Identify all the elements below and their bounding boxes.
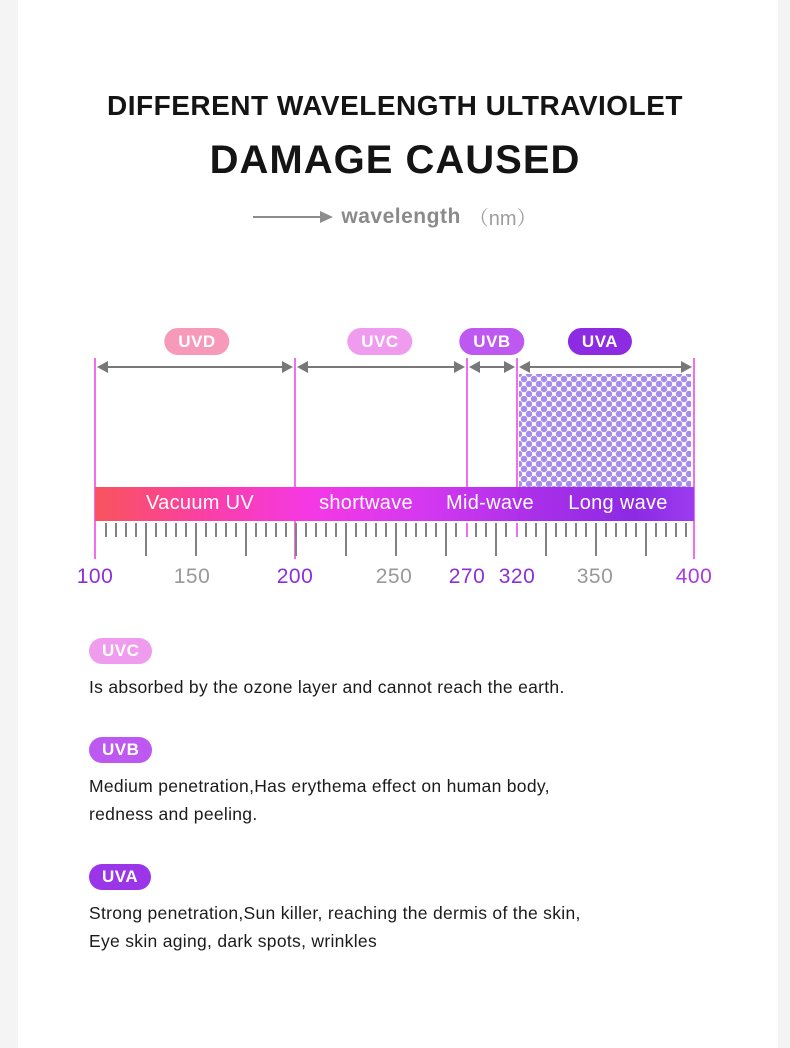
ruler-tick [245, 523, 247, 556]
ruler-tick [625, 523, 627, 537]
ruler-tick [455, 523, 457, 537]
ruler-tick [485, 523, 487, 537]
info-text-uva-line-2: Eye skin aging, dark spots, wrinkles [89, 931, 378, 951]
info-section-uvb [89, 737, 709, 828]
band-badge-uvc: UVC [347, 328, 412, 355]
ruler-tick [675, 523, 677, 537]
ruler-tick [345, 523, 347, 556]
info-section-uvc [89, 638, 709, 701]
ruler-tick [555, 523, 557, 537]
ruler-tick [615, 523, 617, 537]
ruler-tick [235, 523, 237, 537]
tick-label-250: 250 [375, 565, 413, 588]
ruler-tick [435, 523, 437, 537]
ruler-tick [645, 523, 647, 556]
ruler-tick [205, 523, 207, 537]
tick-label-200: 200 [276, 565, 314, 588]
ruler-tick [215, 523, 217, 537]
ruler-tick [475, 523, 477, 537]
tick-label-350: 350 [576, 565, 614, 588]
ruler-tick-magenta [466, 523, 468, 537]
ruler-tick [225, 523, 227, 537]
info-badge-uva: UVA [89, 864, 151, 890]
ruler-tick [575, 523, 577, 537]
tick-label-270: 270 [448, 565, 486, 588]
ruler-tick [355, 523, 357, 537]
segment-label-shortwave: shortwave [319, 492, 413, 514]
ruler-tick [605, 523, 607, 537]
ruler-tick [175, 523, 177, 537]
ruler-tick [195, 523, 197, 556]
ruler-tick [365, 523, 367, 537]
ruler-tick-magenta [516, 523, 518, 537]
ruler-tick [285, 523, 287, 537]
band-badge-uvd: UVD [164, 328, 229, 355]
ruler-tick [165, 523, 167, 537]
ruler-tick [595, 523, 597, 556]
ruler-tick [445, 523, 447, 556]
ruler-tick [375, 523, 377, 537]
page-title-line-2: DAMAGE CAUSED [209, 138, 581, 182]
wavelength-unit: （nm） [468, 208, 537, 230]
ruler-tick [655, 523, 657, 537]
ruler-tick [425, 523, 427, 537]
ruler-tick [405, 523, 407, 537]
segment-label-vacuum-uv: Vacuum UV [146, 492, 254, 514]
ruler-tick [635, 523, 637, 537]
ruler-tick [325, 523, 327, 537]
ruler-tick [665, 523, 667, 537]
ruler-tick [395, 523, 397, 556]
ruler-tick [295, 523, 297, 556]
ruler-tick [545, 523, 547, 556]
tick-label-100: 100 [76, 565, 114, 588]
info-text-uvc-line-1: Is absorbed by the ozone layer and cannot reach the earth. [89, 677, 565, 697]
tick-label-150: 150 [173, 565, 211, 588]
segment-label-mid-wave: Mid-wave [446, 492, 534, 514]
band-badge-uvb: UVB [459, 328, 524, 355]
ruler-tick [495, 523, 497, 556]
ruler-tick [565, 523, 567, 537]
segment-label-long-wave: Long wave [568, 492, 668, 514]
tick-label-400: 400 [675, 565, 713, 588]
ruler-tick [185, 523, 187, 537]
info-text-uvb-line-1: Medium penetration,Has erythema effect on human body, [89, 776, 550, 796]
ruler-tick [155, 523, 157, 537]
ruler-tick [305, 523, 307, 537]
ruler-tick [125, 523, 127, 537]
info-text-uvb-line-2: redness and peeling. [89, 804, 258, 824]
ruler-tick [585, 523, 587, 537]
ruler-tick [115, 523, 117, 537]
info-section-uva [89, 864, 709, 955]
ruler-tick [265, 523, 267, 537]
ruler-tick [145, 523, 147, 556]
wavelength-label: wavelength [341, 204, 461, 228]
tick-label-320: 320 [498, 565, 536, 588]
ruler-tick [385, 523, 387, 537]
ruler-tick [135, 523, 137, 537]
ruler-tick [525, 523, 527, 537]
ruler-tick [505, 523, 507, 537]
ruler-tick [535, 523, 537, 537]
ruler-tick [335, 523, 337, 537]
ruler-tick [315, 523, 317, 537]
ruler-tick [105, 523, 107, 537]
ruler-tick [415, 523, 417, 537]
band-badge-uva: UVA [568, 328, 632, 355]
info-text-uva-line-1: Strong penetration,Sun killer, reaching the dermis of the skin, [89, 903, 581, 923]
ruler-tick [275, 523, 277, 537]
info-badge-uvc: UVC [89, 638, 152, 664]
ruler-tick [255, 523, 257, 537]
page-title-line-1: DIFFERENT WAVELENGTH ULTRAVIOLET [107, 90, 683, 121]
ruler-tick [685, 523, 687, 537]
info-badge-uvb: UVB [89, 737, 152, 763]
